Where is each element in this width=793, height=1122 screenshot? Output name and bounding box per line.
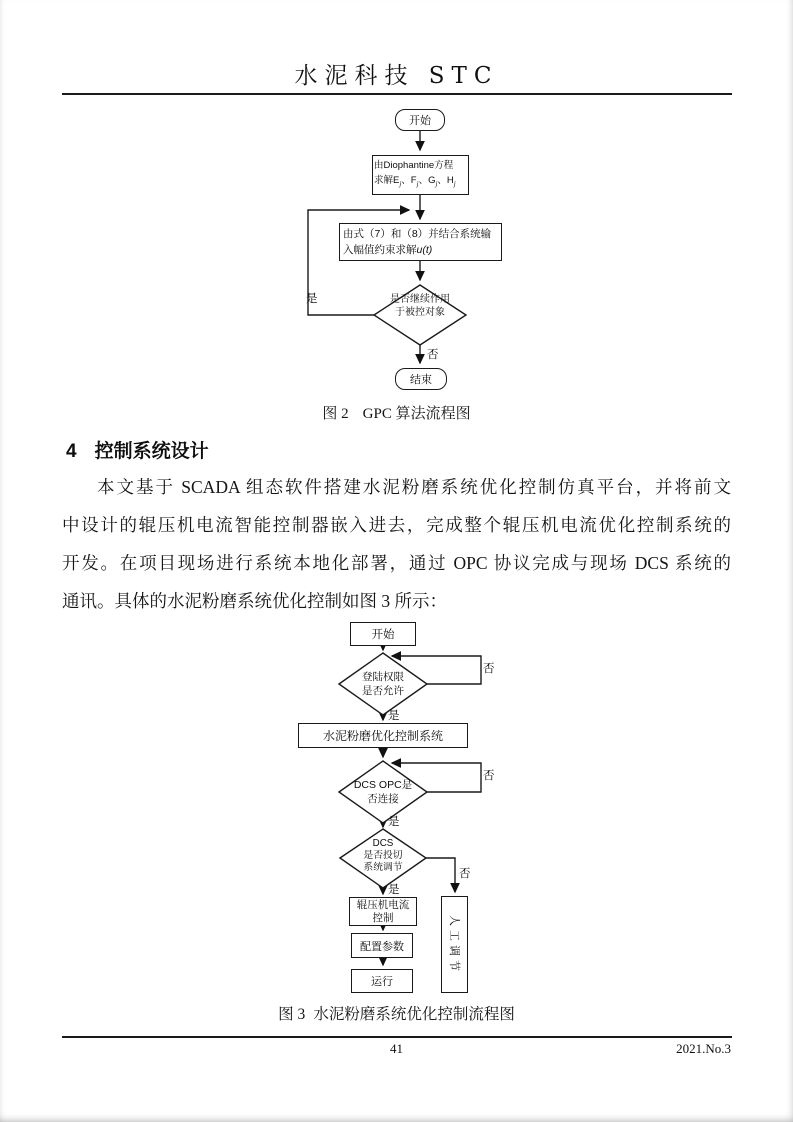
paragraph-line: 通讯。具体的水泥粉磨系统优化控制如图 3 所示：: [62, 591, 447, 611]
fig3-login-no-label: 否: [483, 663, 495, 675]
fig3-opc-no-label: 否: [483, 770, 495, 782]
fig3-start-node: [350, 622, 416, 646]
footer-page-number: 41: [390, 1041, 403, 1056]
fig3-system-label: 水泥粉磨优化控制系统: [322, 729, 443, 743]
fig2-compute-line1: 由式（7）和（8）并结合系统输: [343, 228, 492, 240]
fig2-decision-text: 是否继续作用 于被控对象: [390, 294, 450, 318]
fig2-yes-label: 是: [306, 293, 318, 305]
fig3-config-label: 配置参数: [360, 940, 404, 953]
section-number: 4: [66, 441, 77, 462]
fig3-switch-decision-text: DCS 是否投切 系统调节: [363, 838, 403, 873]
fig2-solve-line2: 求解$E_j$、$F_j$、$G_j$、$H_j$: [374, 175, 456, 188]
fig2-solve-node: [372, 155, 469, 195]
fig3-start-label: 开始: [371, 629, 395, 641]
fig3-current-node: 辊压机电流 控制: [349, 897, 417, 926]
fig2-compute-line2: 入幅值约束求解u(t): [343, 244, 433, 256]
fig3-opc-yes-label: 是: [388, 816, 400, 828]
fig3-system-node: [298, 723, 468, 748]
fig3-switch-no-label: 否: [459, 868, 471, 880]
fig3-caption: 图 3 水泥粉磨系统优化控制流程图: [278, 1006, 515, 1023]
fig2-caption: 图 2 GPC 算法流程图: [322, 406, 471, 422]
fig3-login-yes-label: 是: [388, 710, 400, 722]
fig3-login-decision-text: 登陆权限 是否允许: [362, 671, 404, 697]
fig2-solve-line1: 由Diophantine方程: [374, 160, 454, 172]
fig2-start-node: [395, 109, 445, 131]
fig3-run-label: 运行: [371, 976, 393, 988]
fig2-end-label: 结束: [410, 374, 432, 386]
fig3-config-node: [351, 933, 413, 958]
paragraph-line: 本文基于 SCADA 组态软件搭建水泥粉磨系统优化控制仿真平台，并将前文: [97, 477, 731, 497]
fig3-manual-label: 人工调节: [447, 914, 460, 975]
fig2-start-label: 开始: [409, 115, 431, 127]
fig2-compute-node: [339, 223, 502, 261]
fig3-branch-switch-manual: [426, 858, 455, 892]
fig3-run-node: [351, 969, 413, 993]
footer-issue: 2021.No.3: [676, 1041, 731, 1056]
section-title: 控制系统设计: [94, 441, 209, 462]
fig3-switch-yes-label: 是: [388, 884, 400, 896]
fig2-no-label: 否: [427, 349, 439, 361]
paragraph-line: 开发。在项目现场进行系统本地化部署，通过 OPC 协议完成与现场 DCS 系统的: [62, 553, 731, 573]
fig2-end-node: [395, 368, 447, 390]
fig3-opc-decision-text: DCS OPC是 否连接: [353, 779, 413, 805]
fig3-manual-node: [441, 896, 468, 993]
paragraph-line: 中设计的辊压机电流智能控制器嵌入进去，完成整个辊压机电流优化控制系统的: [62, 515, 731, 535]
page-title: 水泥科技 STC: [294, 63, 499, 89]
